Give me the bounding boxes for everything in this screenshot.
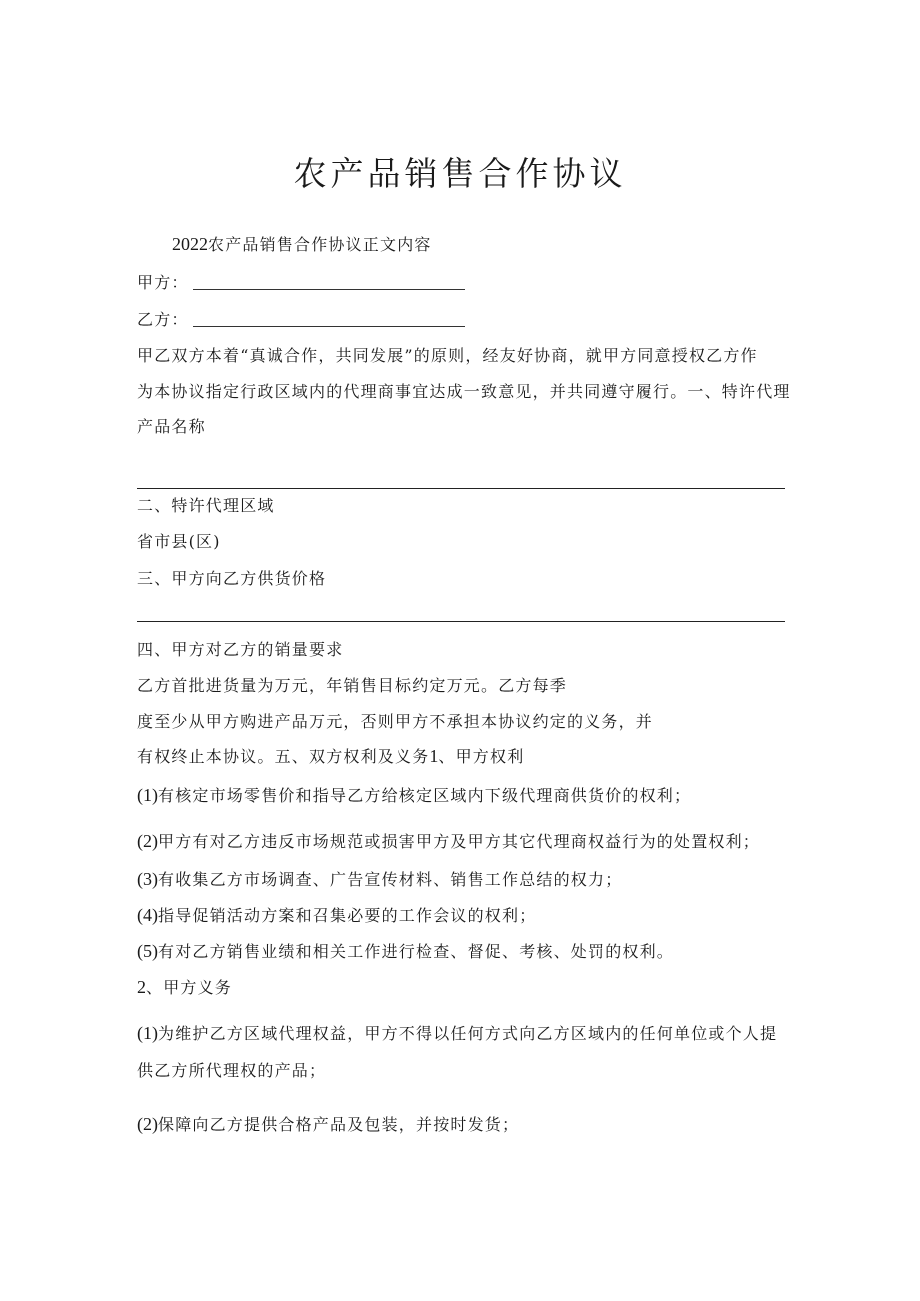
right-item-2 xyxy=(137,829,760,852)
duty-item-1 xyxy=(137,1021,777,1044)
right-item-1-text: 有核定市场零售价和指导乙方给核定区域内下级代理商供货价的权利； xyxy=(158,786,692,805)
party-b-label: 乙方： xyxy=(137,310,189,329)
right-item-4-text: 指导促销活动方案和召集必要的工作会议的权利； xyxy=(158,906,537,925)
section-3-heading: 三、甲方向乙方供货价格 xyxy=(137,569,327,588)
right-item-5-text: 有对乙方销售业绩和相关工作进行检查、督促、考核、处罚的权利。 xyxy=(158,942,675,961)
right-item-4-number: (4) xyxy=(137,905,158,925)
right-item-1 xyxy=(137,783,691,806)
right-item-3-number: (3) xyxy=(137,869,158,889)
right-item-2-text: 甲方有对乙方违反市场规范或损害甲方及甲方其它代理商权益行为的处置权利； xyxy=(158,832,761,851)
party-b-blank xyxy=(193,314,465,327)
duty-item-2-text: 保障向乙方提供合格产品及包装，并按时发货； xyxy=(158,1115,520,1134)
duty-item-2-number: (2) xyxy=(137,1114,158,1134)
right-item-5-number: (5) xyxy=(137,941,158,961)
duty-item-1-number: (1) xyxy=(137,1023,158,1043)
region-line: 省市县(区) xyxy=(137,532,221,551)
right-item-5 xyxy=(137,939,674,962)
party-a-label: 甲方： xyxy=(137,273,189,292)
duty-heading-number: 2 xyxy=(137,977,146,997)
right-item-3 xyxy=(137,867,622,890)
sales-line-3-number: 1 xyxy=(429,746,439,766)
subtitle-year: 2022 xyxy=(172,234,208,254)
right-item-3-text: 有收集乙方市场调查、广告宣传材料、销售工作总结的权力； xyxy=(158,870,623,889)
right-item-2-number: (2) xyxy=(137,831,158,851)
duty-item-1-text: 为维护乙方区域代理权益，甲方不得以任何方式向乙方区域内的任何单位或个人提 xyxy=(158,1024,778,1043)
sales-line-2: 度至少从甲方购进产品万元，否则甲方不承担本协议约定的义务，并 xyxy=(137,712,654,731)
subtitle xyxy=(172,232,432,255)
duty-item-2 xyxy=(137,1112,519,1135)
party-a-blank xyxy=(193,277,465,290)
sales-line-1: 乙方首批进货量为万元，年销售目标约定万元。乙方每季 xyxy=(137,676,568,695)
right-item-1-number: (1) xyxy=(137,785,158,805)
duty-heading-text: 、甲方义务 xyxy=(146,978,233,997)
duty-item-1-continued: 供乙方所代理权的产品； xyxy=(137,1061,327,1080)
section-4-heading: 四、甲方对乙方的销量要求 xyxy=(137,640,344,659)
intro-line-3: 产品名称 xyxy=(137,417,206,436)
sales-line-3-rest: 、甲方权利 xyxy=(438,747,525,766)
fill-in-rule-price xyxy=(137,621,785,622)
subtitle-text: 农产品销售合作协议正文内容 xyxy=(208,235,432,254)
sales-line-3 xyxy=(137,744,524,767)
fill-in-rule-product xyxy=(137,488,785,489)
right-item-4 xyxy=(137,903,536,926)
sales-line-3-text: 有权终止本协议。五、双方权利及义务 xyxy=(137,747,430,766)
intro-line-1: 甲乙双方本着“真诚合作，共同发展”的原则，经友好协商，就甲方同意授权乙方作 xyxy=(137,346,758,365)
section-2-heading: 二、特许代理区域 xyxy=(137,496,275,515)
document-title: 农产品销售合作协议 xyxy=(293,154,627,193)
intro-line-2: 为本协议指定行政区域内的代理商事宜达成一致意见，并共同遵守履行。一、特许代理 xyxy=(137,382,791,401)
party-b-line xyxy=(137,307,465,330)
party-a-line xyxy=(137,270,465,293)
duty-heading xyxy=(137,975,232,998)
